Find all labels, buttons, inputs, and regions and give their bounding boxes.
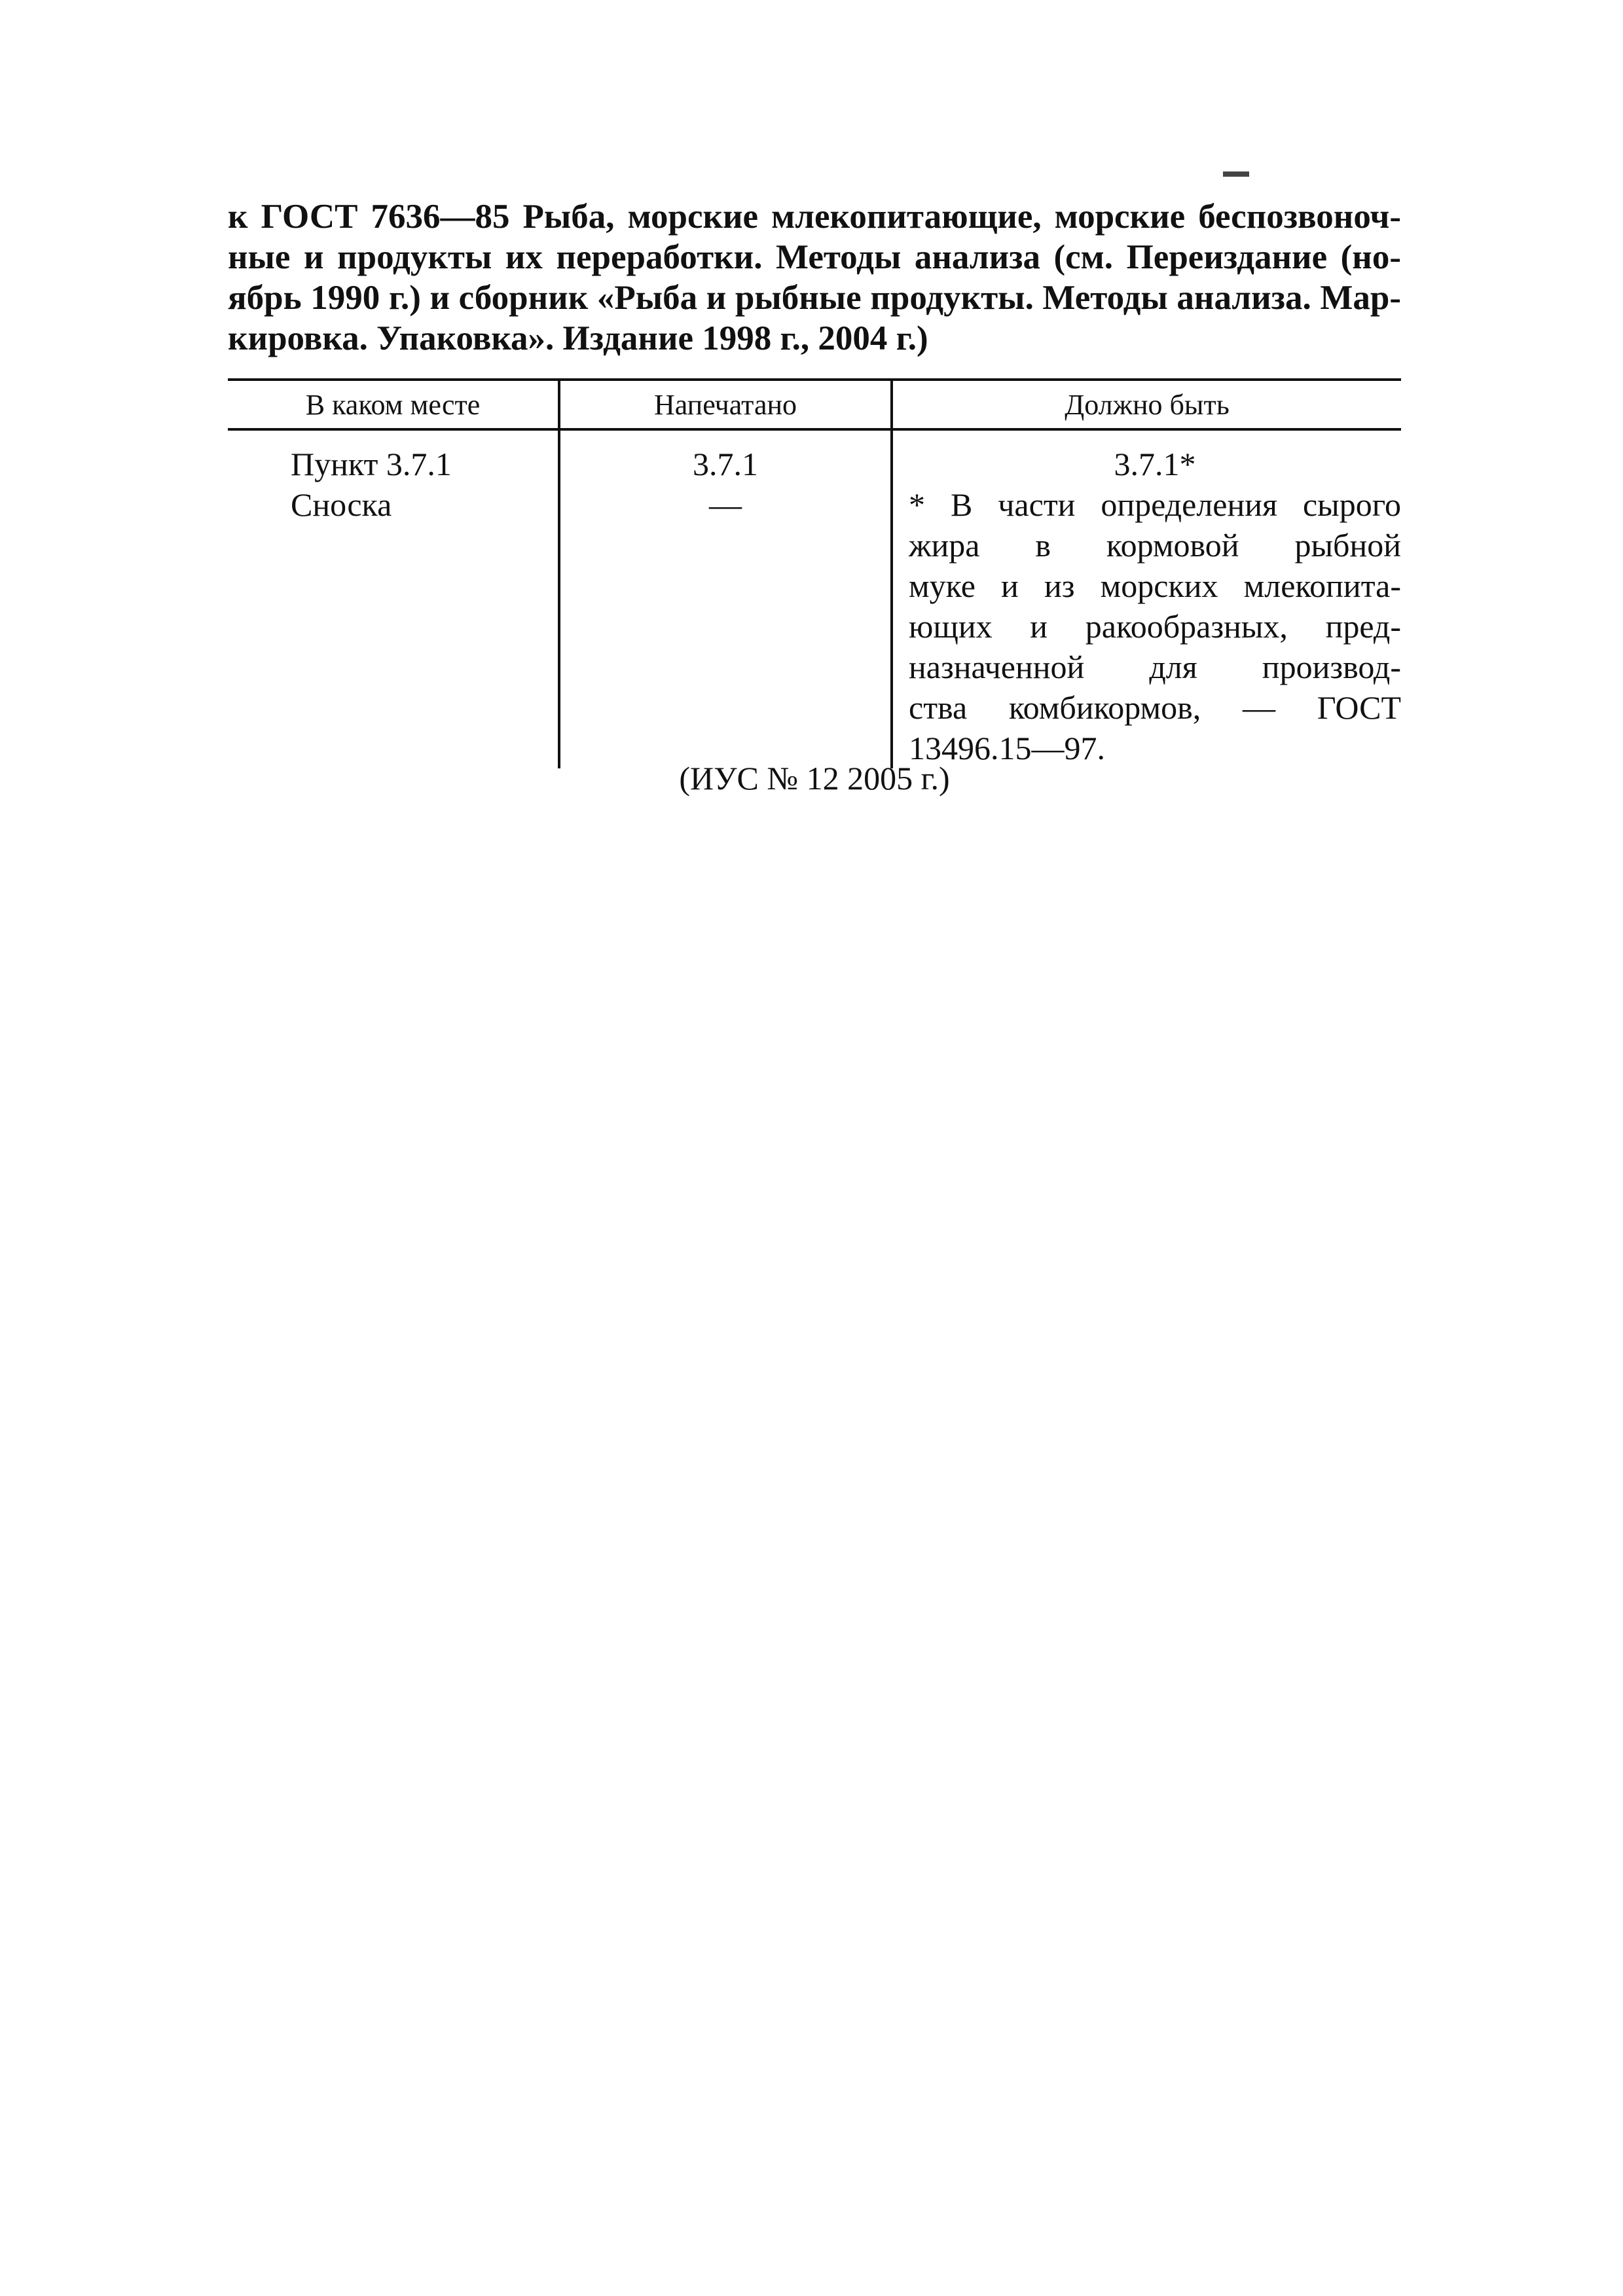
heading-line: кировка. Упаковка». Издание 1998 г., 2004 г.) — [228, 319, 928, 357]
footnote-text — [909, 484, 1401, 768]
should-be-number: 3.7.1* — [1114, 446, 1196, 482]
footnote-line: назначенной для производ- — [909, 649, 1401, 685]
place-item: Сноска — [291, 486, 392, 523]
footnote-line: жира в кормовой рыбной — [909, 527, 1401, 564]
document-heading — [228, 196, 1401, 359]
place-item: Пункт 3.7.1 — [291, 446, 452, 482]
heading-line: к ГОСТ 7636—85 Рыба, морские млекопитающие, морские беспозвоноч- — [228, 198, 1401, 236]
footnote-line: * В части определения сырого — [909, 486, 1401, 523]
footnote-line: 13496.15—97. — [909, 730, 1105, 766]
heading-line: ябрь 1990 г.) и сборник «Рыба и рыбные продукты. Методы анализа. Мар- — [228, 279, 1401, 317]
cell-place — [228, 429, 559, 768]
footnote-line: муке и из морских млекопита- — [909, 567, 1401, 604]
header-printed: Напечатано — [559, 380, 892, 429]
page-mark — [1223, 171, 1249, 177]
header-place: В каком месте — [228, 380, 559, 429]
table-header-row — [228, 380, 1401, 429]
cell-printed — [559, 429, 892, 768]
table-row — [228, 429, 1401, 768]
printed-item: 3.7.1 — [693, 446, 758, 482]
cell-should-be — [892, 429, 1401, 768]
footnote-line: ющих и ракообразных, пред- — [909, 608, 1401, 645]
header-should-be: Должно быть — [892, 380, 1401, 429]
source-reference: (ИУС № 12 2005 г.) — [679, 760, 950, 797]
heading-line: ные и продукты их переработки. Методы анализа (см. Переиздание (но- — [228, 238, 1401, 276]
footnote-line: ства комбикормов, — ГОСТ — [909, 689, 1401, 726]
errata-table — [228, 378, 1401, 768]
printed-item: — — [709, 486, 742, 523]
